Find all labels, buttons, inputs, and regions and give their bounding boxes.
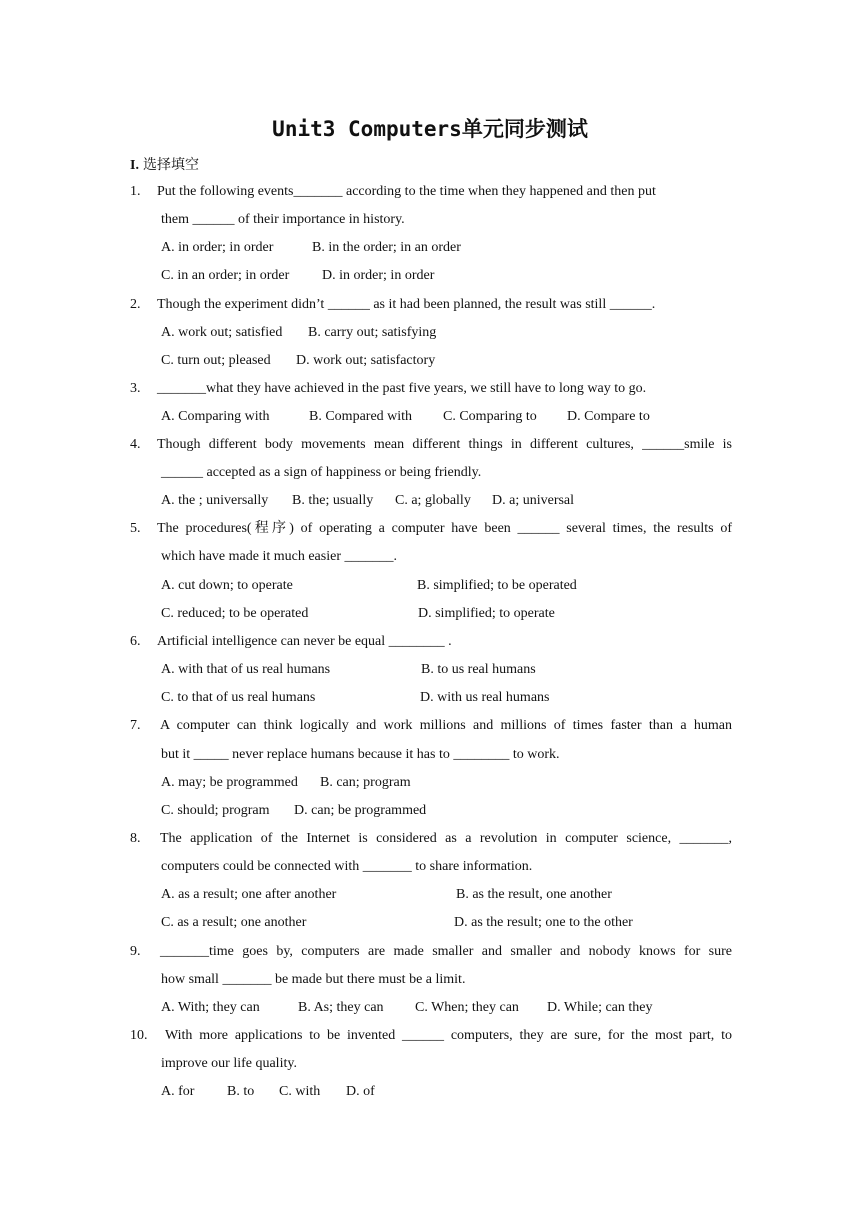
option-a: A. cut down; to operate: [161, 578, 293, 593]
question-stem: Artificial intelligence can never be equal ________ .: [157, 634, 452, 649]
question-number: 9.: [130, 944, 141, 959]
option-a: A. the ; universally: [161, 493, 269, 508]
question-number: 3.: [130, 381, 141, 396]
option-b: B. the; usually: [292, 493, 374, 508]
option-a: A. With; they can: [161, 1000, 260, 1015]
option-c: C. turn out; pleased: [161, 353, 271, 368]
question-number: 7.: [130, 718, 141, 733]
option-a: A. in order; in order: [161, 240, 274, 255]
option-b: B. simplified; to be operated: [417, 578, 577, 593]
question-stem: _______time goes by, computers are made smaller and smaller and nobody knows for sure: [160, 944, 732, 959]
question-stem-continued: but it _____ never replace humans because it has to ________ to work.: [161, 747, 560, 762]
section-heading: [130, 154, 199, 174]
question-number: 8.: [130, 831, 141, 846]
option-b: B. to us real humans: [421, 662, 536, 677]
section-label: 选择填空: [142, 158, 199, 173]
option-d: D. with us real humans: [420, 690, 550, 705]
question-number: 4.: [130, 437, 141, 452]
question-stem: _______what they have achieved in the past five years, we still have to long way to go.: [157, 381, 647, 396]
option-a: A. with that of us real humans: [161, 662, 331, 677]
option-c: C. as a result; one another: [161, 915, 307, 930]
option-d: D. can; be programmed: [294, 803, 427, 818]
option-b: B. can; program: [320, 775, 411, 790]
question-stem: The application of the Internet is considered as a revolution in computer science, _______,: [160, 831, 732, 846]
question-stem: With more applications to be invented ______ computers, they are sure, for the most part, to: [165, 1028, 732, 1043]
option-c: C. should; program: [161, 803, 270, 818]
question-stem-continued: ______ accepted as a sign of happiness or being friendly.: [161, 465, 482, 480]
option-b: B. As; they can: [298, 1000, 384, 1015]
option-a: A. work out; satisfied: [161, 325, 283, 340]
option-b: B. as the result, one another: [456, 887, 612, 902]
option-d: D. simplified; to operate: [418, 606, 555, 621]
option-b: B. in the order; in an order: [312, 240, 461, 255]
page-title: Unit3 Computers单元同步测试: [272, 117, 588, 141]
question-number: 6.: [130, 634, 141, 649]
option-d: D. as the result; one to the other: [454, 915, 633, 930]
option-c: C. Comparing to: [443, 409, 537, 424]
question-stem: Though different body movements mean different things in different cultures, ______smile is: [157, 437, 732, 452]
question-number: 10.: [130, 1028, 148, 1043]
question-stem: Though the experiment didn’t ______ as it had been planned, the result was still ______.: [157, 297, 656, 312]
option-a: A. as a result; one after another: [161, 887, 337, 902]
question-stem: The procedures(程序) of operating a computer have been ______ several times, the results of: [157, 521, 732, 536]
question-stem-continued: improve our life quality.: [161, 1056, 297, 1071]
option-c: C. a; globally: [395, 493, 471, 508]
question-stem-continued: them ______ of their importance in history.: [161, 212, 405, 227]
option-c: C. in an order; in order: [161, 268, 290, 283]
option-d: D. While; can they: [547, 1000, 653, 1015]
question-number: 5.: [130, 521, 141, 536]
option-a: A. Comparing with: [161, 409, 270, 424]
question-stem-continued: which have made it much easier _______.: [161, 549, 397, 564]
option-c: C. reduced; to be operated: [161, 606, 309, 621]
question-stem: A computer can think logically and work millions and millions of times faster than a human: [160, 718, 732, 733]
option-d: D. a; universal: [492, 493, 575, 508]
option-c: C. to that of us real humans: [161, 690, 316, 705]
option-d: D. work out; satisfactory: [296, 353, 436, 368]
option-a: A. may; be programmed: [161, 775, 298, 790]
option-c: C. with: [279, 1084, 321, 1099]
question-number: 1.: [130, 184, 141, 199]
option-d: D. of: [346, 1084, 375, 1099]
question-number: 2.: [130, 297, 141, 312]
option-b: B. carry out; satisfying: [308, 325, 437, 340]
option-b: B. to: [227, 1084, 255, 1099]
option-d: D. Compare to: [567, 409, 650, 424]
option-a: A. for: [161, 1084, 195, 1099]
question-stem-continued: computers could be connected with _______ to share information.: [161, 859, 533, 874]
section-numeral: I.: [130, 158, 139, 173]
question-stem-continued: how small _______ be made but there must be a limit.: [161, 972, 466, 987]
question-stem: Put the following events_______ according to the time when they happened and then put: [157, 184, 656, 199]
option-b: B. Compared with: [309, 409, 413, 424]
option-d: D. in order; in order: [322, 268, 435, 283]
option-c: C. When; they can: [415, 1000, 519, 1015]
